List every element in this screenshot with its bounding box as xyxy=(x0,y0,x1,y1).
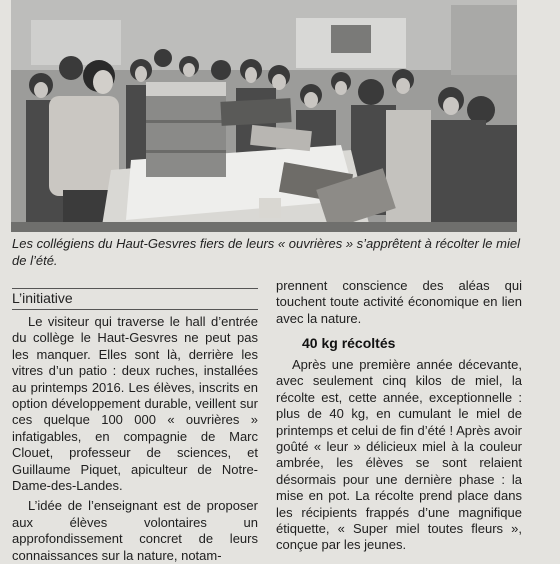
section-heading: L’initiative xyxy=(12,290,73,306)
heading-top-rule xyxy=(12,288,258,289)
left-column xyxy=(12,314,258,564)
classroom-beehive-photo xyxy=(11,0,517,232)
right-column-intro xyxy=(276,278,522,327)
left-paragraph-1: Le visiteur qui traverse le hall d’entrée du collège le Haut-Gesvres ne peut pas les manquer. Elles sont là, derrière les vitres d’un patio : deux ruches, installées au printemps 2016. Les élèves, inscrits en option développement durable, veillent sur ces quelque 100 000 « ouvrières » infatigables, en compagnie de Marc Clouet, professeur de sciences, et Guillaume Piquet, apiculteur de Notre-Dame-des-Landes. xyxy=(12,314,258,494)
heading-bottom-rule xyxy=(12,309,258,310)
right-paragraph-2: Après une première année décevante, avec seulement cinq kilos de miel, la récolte est, cette année, exceptionnelle : plus de 40 kg, en cumulant le miel de printemps et celui de fin d’été ! Après avoir goûté « leur » délicieux miel à la couleur ambrée, les élèves se sont relaient désormais pour une dernière phase : la mise en pot. La récolte prend place dans les récipients frappés d’une magnifique étiquette, « Super miel toutes fleurs », conçue par les jeunes. xyxy=(276,357,522,553)
photo-caption: Les collégiens du Haut-Gesvres fiers de leurs « ouvrières » s’apprêtent à récolter le miel de l’été. xyxy=(12,236,520,268)
left-paragraph-2: L’idée de l’enseignant est de proposer aux élèves volontaires un approfondissement concret de leurs connaissances sur la nature, notam- xyxy=(12,498,258,563)
right-column-body xyxy=(276,357,522,554)
right-paragraph-1: prennent conscience des aléas qui touchent toute activité économique en lien avec la nature. xyxy=(276,278,522,326)
subhead-40kg: 40 kg récoltés xyxy=(302,335,396,351)
